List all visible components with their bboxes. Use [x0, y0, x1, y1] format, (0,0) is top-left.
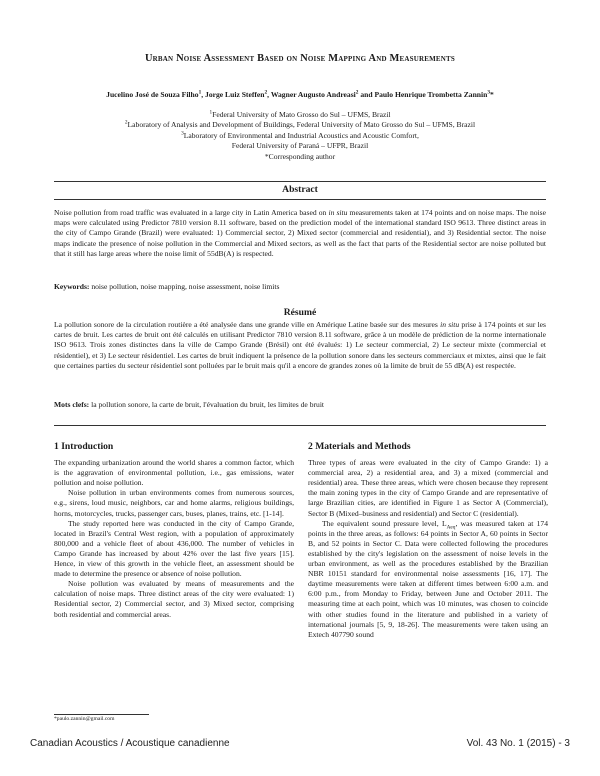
resume-text-a: La pollution sonore de la circulation routière a été analysée dans une grande ville en Amérique Latine basée sur des mesures — [54, 320, 441, 329]
affiliation — [40, 120, 560, 130]
resume-text — [54, 320, 546, 371]
divider — [54, 181, 546, 182]
affiliation — [40, 141, 560, 151]
author-name: Wagner Augusto Andreasi — [270, 90, 356, 99]
resume-text-b: prise à 174 points et sur les cartes de bruit. Les cartes de bruit ont été calculés en utilisant Predictor 7810 version 8.11 software, grâce à un modèle de prédiction de la norme internationale ISO 9613. Trois zones distinctes dans la ville de Campo Grande (Brésil) ont été évalués: 1) Le secteur commercial, 2) Le secteur mixte (commercial et résidentiel), et 3) Le secteur résidentiel. Les cartes de bruit indiquent la présence de la pollution sonore dans les secteurs commerciaux et mixtes, ainsi que le fait que certaines parties du secteur résidentiel sont polluées par le bruit mais qu'il a encore de grandes zones où la limite de bruit de 55 dB(A) est respectée. — [54, 320, 547, 370]
affiliation-text: Federal University of Paraná – UFPR, Brazil — [231, 141, 369, 151]
affiliation-sup: 1 — [209, 109, 213, 116]
paragraph: Noise pollution in urban environments comes from numerous sources, e.g., sirens, loud music, neighbors, car and home alarms, religious buildings, horns, motorcycles, trucks, passenger cars, buses, planes, trains, etc. [1-14]. — [54, 488, 294, 518]
affiliation — [40, 110, 560, 120]
resume-heading: Résumé — [283, 307, 317, 318]
paragraph — [308, 519, 548, 640]
author-sup: 2 — [355, 89, 359, 96]
abstract-text-b: measurements taken at 174 points and on noise maps. The noise maps were calculated using Predictor 7810 version 8.11 software, based on the prediction model of the international standard ISO 9613. Three distinct areas in the city of Campo Grande (Brazil) were evaluated: 1) Commercial sector, 2) Mixed sector (commercial and residential), and 3) Residential sector. The noise maps indicate the presence of noise pollution in the Commercial and Mixed sectors, as well as the fact that parts of the Residential sector are noise polluted but that it still has large areas where the noise limit of 55dB(A) is respected. — [54, 208, 546, 258]
divider — [54, 199, 546, 200]
affiliation-sup: 2 — [124, 119, 128, 126]
footnote-email: *paulo.zannin@gmail.com — [54, 716, 115, 722]
author-name: Jucelino José de Souza Filho — [106, 90, 199, 99]
keywords-text: noise pollution, noise mapping, noise assessment, noise limits — [89, 282, 280, 291]
abstract-text — [54, 208, 546, 259]
section-heading: 1 Introduction — [54, 441, 114, 452]
mots-cles-text: la pollution sonore, la carte de bruit, l'évaluation du bruit, les limites de bruit — [89, 400, 325, 409]
mots-cles — [54, 400, 324, 410]
affiliation-text: Federal University of Mato Grosso do Sul – UFMS, Brazil — [212, 110, 391, 119]
subscript: Aeq — [446, 524, 456, 531]
paragraph-part: The equivalent sound pressure level, L — [322, 518, 447, 528]
author-sep: * — [490, 90, 494, 99]
affiliation-list — [40, 110, 560, 162]
left-column — [54, 442, 294, 620]
journal-footer: Canadian Acoustics / Acoustique canadienne — [30, 738, 230, 749]
abstract-text-em: in situ — [328, 208, 348, 217]
keywords-label: Keywords: — [54, 282, 90, 291]
abstract-text-a: Noise pollution from road traffic was evaluated in a large city in Latin America based on — [54, 208, 329, 217]
footnote-rule — [54, 714, 149, 715]
author-sup: 2 — [264, 89, 268, 96]
author-sep: , — [267, 90, 271, 99]
affiliation-text: Laboratory of Environmental and Industrial Acoustics and Acoustic Comfort, — [183, 130, 419, 140]
mots-cles-label: Mots clefs: — [54, 400, 90, 409]
author-sup: 1 — [198, 89, 202, 96]
paragraph: The expanding urbanization around the world shares a common factor, which is the aggravation of environmental pollution, i.e., gas emissions, water pollution and noise pollution. — [54, 458, 294, 488]
keywords — [54, 282, 279, 292]
section-heading: 2 Materials and Methods — [308, 441, 411, 452]
paragraph: The study reported here was conducted in the city of Campo Grande, located in Brazil's Central West region, with a population of approximately 800,000 and a vehicle fleet of about 436,000. The number of vehicles in Campo Grande has increased by about 42% over the last five years [15]. Hence, in view of this growth in the vehicle fleet, an assessment should be made to determine the presence or absence of noise pollution. — [54, 518, 294, 579]
corresponding-author-note — [40, 152, 560, 162]
abstract-heading: Abstract — [282, 184, 318, 195]
paragraph-part: , was measured taken at 174 points in the three areas, as follows: 64 points in Sector A, 60 points in Sector B, and 52 points in Sector C. Data were collected following the procedures established by the city's legislation on the assessment of noise levels in the urban environment, as well as the procedures established by the Brazilian NBR 10151 standard for environmental noise assessments [16, 17]. The daytime measurements were taken at different times between 6:00 a.m. and 6:00 p.m., from Monday to Friday, between June and October 2011. The measuring time at each point, which was 10 minutes, was chosen to coincide with other studies found in the literature and published in a variety of international journals [5, 9, 18-26]. The measurements were taken using an Extech 407790 sound — [308, 518, 548, 639]
divider — [54, 425, 546, 426]
author-list — [60, 90, 540, 100]
affiliation-text: *Corresponding author — [264, 151, 336, 161]
resume-text-em: in situ — [440, 320, 460, 329]
author-name: Paulo Henrique Trombetta Zannin — [374, 90, 488, 99]
affiliation — [40, 131, 560, 141]
paragraph: Noise pollution was evaluated by means of measurements and the calculation of noise maps. Three distinct areas of the city were evaluated: 1) Residential sector, 2) Commercial sector, and 3) Mixed sector, comprising both residential and commercial areas. — [54, 579, 294, 619]
affiliation-text: Laboratory of Analysis and Development of Buildings, Federal University of Mato Grosso do Sul – UFMS, Brazil — [127, 120, 476, 130]
author-sep: , — [201, 90, 206, 99]
paper-title: Urban Noise Assessment Based on Noise Mapping And Measurements — [144, 53, 456, 64]
right-column — [308, 442, 548, 640]
author-sep: and — [358, 90, 375, 99]
issue-footer: Vol. 43 No. 1 (2015) - 3 — [466, 738, 570, 749]
affiliation-sup: 3 — [181, 130, 184, 137]
author-name: Jorge Luiz Steffen — [205, 90, 265, 99]
author-sup: 3 — [487, 89, 491, 96]
paragraph: Three types of areas were evaluated in the city of Campo Grande: 1) a commercial area, 2) a residential area, and 3) a mixed (commercial and residential) area. These three areas, which were chosen because they represent the main zoning types in the city of Campo Grande and are representative of large Brazilian cities, are identified in Figure 1 as Sector A (Commercial), Sector B (Mixed–business and residential) and Sector C (residential). — [308, 458, 548, 518]
